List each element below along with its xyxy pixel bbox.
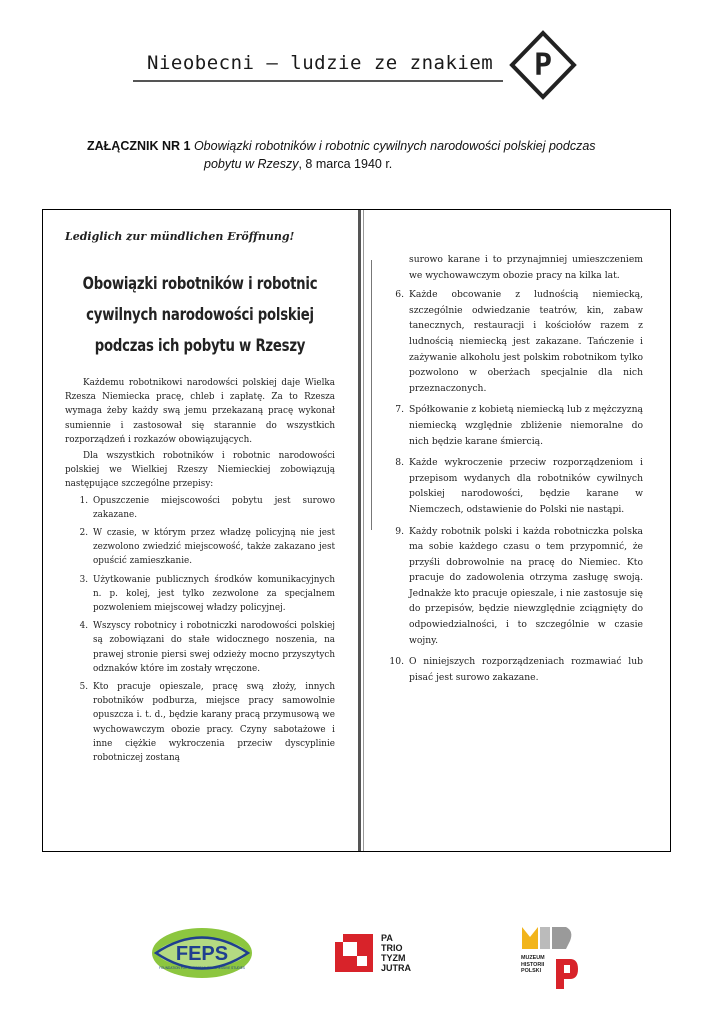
header-rule [133,80,503,82]
rule-item [381,654,643,685]
muzeum-line: POLSKI [521,968,542,974]
patriotyzm-line: PA [381,933,393,943]
rule-text: O niniejszych rozporządzeniach rozmawiać lub pisać jest surowo zakazane. [409,656,643,683]
rule-number: 6. [395,289,404,301]
caption-title-1: Obowiązki robotników i robotnic cywilnych narodowości polskiej podczas [193,139,596,153]
rule-number: 4. [79,621,88,632]
rule-item [381,402,643,449]
rule-item [381,287,643,396]
rule-number: 5. [79,682,88,693]
caption-title-2: pobytu w Rzeszy [204,157,299,171]
rule-text: Każde wykroczenie przeciw rozporządzeniom i przepisom wydanych dla robotników cywilnych polskiej narodowości, będzie karane w Niemczech, odstawienie do Polski nie nastąpi. [409,457,643,515]
rule-number: 1. [79,495,88,506]
rule-number: 3. [79,574,88,585]
document-title-line: podczas ich pobytu w Rzeszy [94,336,306,356]
feps-tagline: FOUNDATION FOR EUROPEAN PROGRESSIVE STUDIES [158,966,246,970]
document-title-line: cywilnych narodowości polskiej [86,305,314,325]
rule-item [65,680,335,765]
rule-item [65,573,335,616]
rule-text: Każde obcowanie z ludnością niemiecką, szczególnie odwiedzanie teatrów, kin, zabaw tanecznych, restauracji i kościołów razem z ludnością niemiecką jest zakazane. Tańczenie i zażywanie alkoholu jest polskim robotnikom tylko pozwolono w oberżach specjalnie dla nich przeznaczonych. [409,289,643,394]
rule-text: Opuszczenie miejscowości pobytu jest surowo zakazane. [93,495,335,520]
right-column [381,252,643,691]
caption-label: ZAŁĄCZNIK NR 1 [87,139,191,153]
rule-text: Każdy robotnik polski i każda robotniczka polska ma sobie każdego czasu o tem przypomnić, że przyśli dobrowolnie na pracę do Niemiec. Kto pracuje do zadowolenia otrzyma zasługę swoją. Jednakże kto pracuje opieszale, i nie zastosuje się do przepisów, będzie niewzględnie zciągnięty do odpowiedzialności, i to szczególnie w czasie wojny. [409,525,643,646]
rule-item [65,619,335,676]
patriotyzm-line: TRIO [381,943,403,953]
rule-number: 10. [389,656,404,668]
rule-text: Wszyscy robotnicy i robotniczki narodowości polskiej są zobowiązani do stałe widocznego noszenia, na prawej stronie piersi swej odzieży mocno przyszytych odznaków które im zostały wręczone. [93,621,335,674]
margin-mark [371,260,372,530]
rule-item [65,526,335,569]
muzeum-text [521,955,545,975]
patriotyzm-line: TYZM [381,953,406,963]
caption [87,137,647,173]
rule-text: Kto pracuje opieszale, pracę swą złoży, innych robotników podburza, miejsce pracy samowolnie opuszcza i. t. d., będzie karany pracą przymusową we wychowawczym obozie pracy. Czyny sabotażowe i inne ciężkie wykroczenia przeciw dyscyplinie robotniczej zostaną [93,682,335,764]
intro-paragraph: Każdemu robotnikowi narodowści polskiej daje Wielka Rzesza Niemiecka pracę, chleb i zapłatę. Za to Rzesza wymaga żeby każdy swą jemu przekazaną pracę wykonał sumiennie i zastosował się starannie do wszystkich rozporządzeń i rozkazów obowiązujących. [65,378,335,445]
document-subtitle: Lediglich zur mündlichen Eröffnung! [65,230,295,243]
p-badge-logo [508,30,578,100]
document-title-line: Obowiązki robotników i robotnic [82,274,318,294]
intro-paragraph: Dla wszystkich robotników i robotnic narodowości polskiej we Wielkiej Rzeszy Niemieckiej zobowiązują następujące szczególne przepisy: [65,451,335,490]
left-column [65,230,335,769]
column-divider-thin [363,210,364,851]
rule-number: 9. [395,525,404,537]
rule-number: 7. [395,404,404,416]
patriotyzm-text [381,933,411,973]
patriotyzm-line: JUTRA [381,963,412,973]
rule-item [381,455,643,517]
caption-date: , 8 marca 1940 r. [298,157,393,171]
continuation-text: surowo karane i to przynajmniej umieszczeniem we wychowawczym obozie pracy na kilka lat. [409,254,643,281]
document-scan [42,209,671,852]
column-divider [358,210,361,851]
feps-name: FEPS [175,943,229,965]
rule-text: W czasie, w którym przez władzę policyjną nie jest zezwolono zwiedzić miejscowość, także zakazano jest opuścić zamieszkanie. [93,528,335,567]
rule-text: Użytkowanie publicznych środków komunikacyjnych n. p. kolej, jest tylko zezwolone za specjalnem pozwoleniem miejscowej władzy policyjnej. [93,574,335,614]
rule-text: Spółkowanie z kobietą niemiecką lub z mężczyzną niemiecką względnie zbliżenie niemoralne do nich będzie karane śmiercią. [409,404,643,447]
rule-number: 2. [79,528,88,539]
p-badge-letter: P [533,48,553,83]
rule-item [65,494,335,522]
rule-item [381,524,643,649]
document-title [67,269,332,362]
header-title: Nieobecni – ludzie ze znakiem [147,52,494,74]
muzeum-line: MUZEUM [521,955,545,961]
muzeum-line: HISTORII [521,961,545,968]
feps-logo [150,926,254,980]
rule-number: 8. [395,457,404,469]
